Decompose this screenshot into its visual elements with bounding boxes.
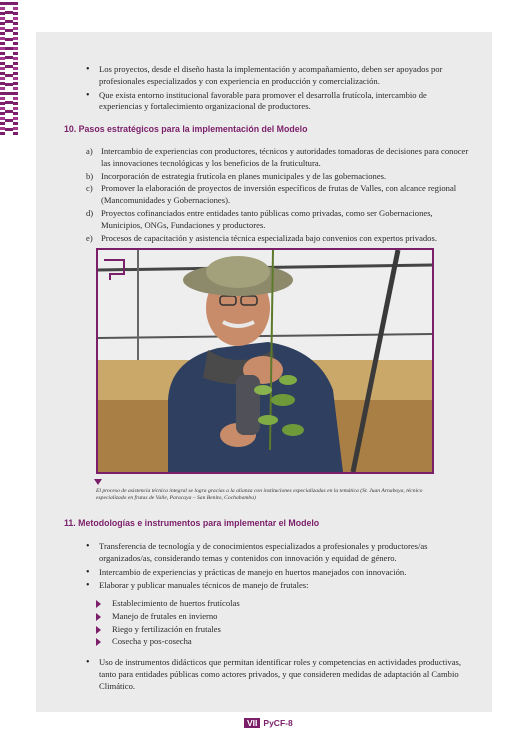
list-text: Procesos de capacitación y asistencia técnica especializada bajo convenios con expertos privados. xyxy=(101,232,437,243)
arrow-icon xyxy=(96,626,101,634)
list-letter: c) xyxy=(86,183,93,194)
list-text: Manejo de frutales en invierno xyxy=(112,610,218,621)
list-item xyxy=(86,171,470,183)
list-letter: a) xyxy=(86,146,93,156)
list-item xyxy=(96,598,456,610)
list-letter: b) xyxy=(86,170,94,181)
arrow-icon xyxy=(96,638,101,646)
list-text: Riego y fertilización en frutales xyxy=(112,623,221,634)
list-letter: d) xyxy=(86,207,94,218)
list-item: • Elaborar y publicar manuales técnicos de manejo de frutales: xyxy=(86,580,470,592)
list-item xyxy=(96,624,456,636)
list-text: Intercambio de experiencias con productores, técnicos y autoridades tomadoras de decisiones para conocer las innovaciones tecnológicas y los beneficios de la fruticultura. xyxy=(101,146,469,168)
section-10-title: 10. Pasos estratégicos para la implementación del Modelo xyxy=(64,124,308,134)
farmer-with-seedling-illustration xyxy=(98,250,432,472)
list-item: • Que exista entorno institucional favorable para promover el desarrolla frutícola, intercambio de experiencias y fortalecimiento organizacional de productores. xyxy=(86,90,468,114)
list-text: Promover la elaboración de proyectos de inversión específicos de frutas de Valles, con alcance regional (Mancomunidades y Gobernaciones). xyxy=(101,183,457,206)
arrow-icon xyxy=(96,613,101,621)
list-text: Establecimiento de huertos frutícolas xyxy=(112,598,240,608)
list-text: Incorporación de estrategia frutícola en planes municipales y de las gobernaciones. xyxy=(101,170,387,181)
list-item xyxy=(86,183,470,207)
section-11-title: 11. Metodologías e instrumentos para implementar el Modelo xyxy=(64,518,320,528)
caption-marker-icon xyxy=(94,479,102,485)
field-photo xyxy=(96,248,434,474)
page-footer xyxy=(244,718,293,728)
list-item xyxy=(96,636,456,648)
list-text: Proyectos cofinanciados entre entidades tanto públicas como privadas, como ser Gobernaciones, Municipios, ONGs, Fundaciones y productores. xyxy=(101,207,433,230)
section-11-last-bullet xyxy=(86,657,470,694)
list-text: Cosecha y pos-cosecha xyxy=(112,636,192,647)
section-10-list xyxy=(86,146,470,245)
list-item xyxy=(86,146,470,170)
section-11-bullets xyxy=(86,541,470,594)
footer-page-number: PyCF-8 xyxy=(263,718,293,728)
manuals-list xyxy=(96,598,456,649)
list-item xyxy=(86,233,470,245)
photo-caption: El proceso de asistencia técnica integral se logra gracias a la alianza con instituciones especializadas en la temática (Sr. Juan Arnaboya, técnico especializado en frutas de Valle, Paracaya – San Benito, Cochabamba) xyxy=(96,488,423,501)
list-item: • Intercambio de experiencias y prácticas de manejo en huertos manejados con innovación. xyxy=(86,567,470,579)
decorative-border xyxy=(0,0,18,135)
footer-badge: VII xyxy=(244,718,260,728)
list-item: • Transferencia de tecnología y de conocimientos especializados a profesionales y productores/as organizados/as, considerando temas y contenidos con innovación y equidad de género. xyxy=(86,541,470,565)
top-bullet-list xyxy=(86,64,468,115)
arrow-icon xyxy=(96,600,101,608)
list-item: • Los proyectos, desde el diseño hasta la implementación y acompañamiento, deben ser apoyados por profesionales especializados y con experiencia en producción y comercialización. xyxy=(86,64,468,88)
list-item xyxy=(96,611,456,623)
list-item xyxy=(86,208,470,232)
list-item: • Uso de instrumentos didácticos que permitan identificar roles y competencias en actividades productivas, tanto para entidades públicas como actores privados, y que consideren medidas de adaptación al Cambio Climático. xyxy=(86,657,470,692)
list-letter: e) xyxy=(86,232,93,243)
